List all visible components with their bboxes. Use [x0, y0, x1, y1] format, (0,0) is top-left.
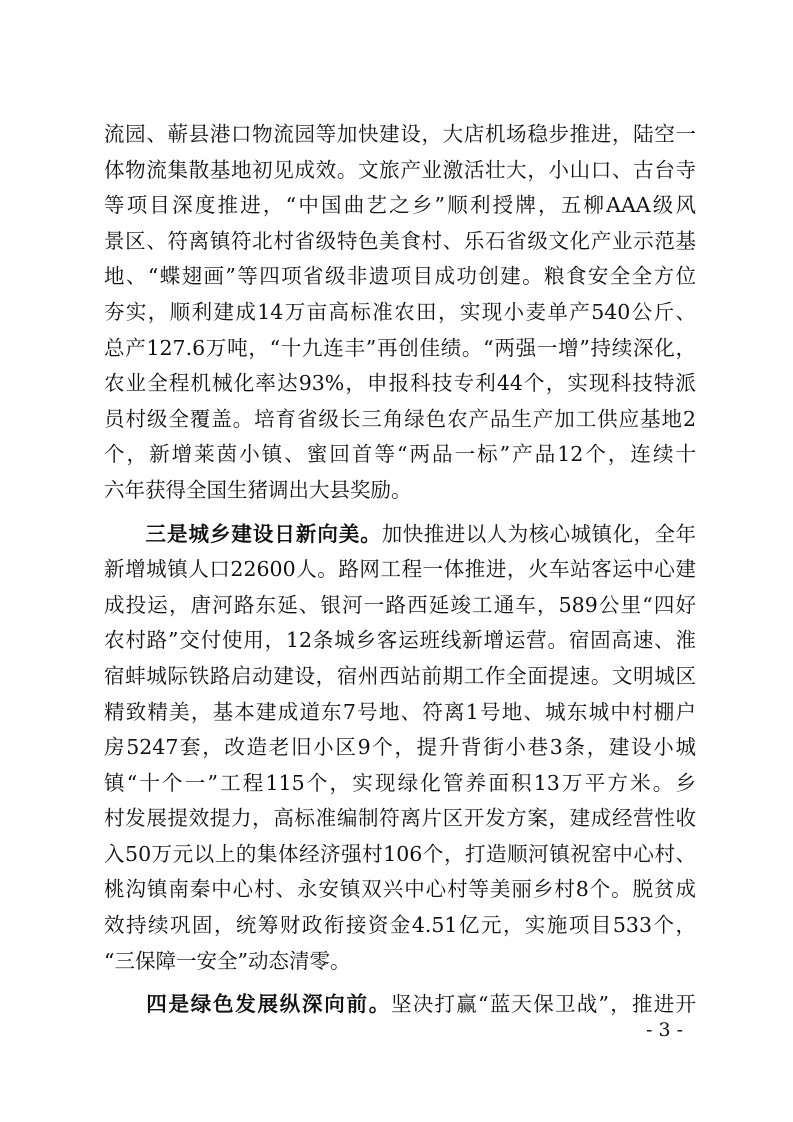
text-line: “三保障一安全”动态清零。 — [104, 948, 351, 973]
text-line: 精致精美，基本建成道东7号地、符离1号地、城东城中村棚户 — [104, 699, 696, 724]
text-line: 景区、符离镇符北村省级特色美食村、乐石省级文化产业示范基 — [104, 228, 696, 253]
page-number: - 3 - — [645, 1019, 683, 1041]
text-line: 地、“蝶翅画”等四项省级非遗项目成功创建。粮食安全全方位 — [104, 264, 696, 289]
text-line: 房5247套，改造老旧小区9个，提升背街小巷3条，建设小城 — [104, 735, 696, 760]
text-line: 成投运，唐河路东延、银河一路西延竣工通车，589公里“四好 — [104, 592, 696, 617]
text-line: 员村级全覆盖。培育省级长三角绿色农产品生产加工供应基地2 — [104, 406, 696, 431]
text-line: 新增城镇人口22600人。路网工程一体推进，火车站客运中心建 — [104, 557, 696, 582]
paragraph-industry — [104, 117, 696, 509]
text-line: 村发展提效提力，高标准编制符离片区开发方案，建成经营性收 — [104, 806, 696, 831]
text-line: 效持续巩固，统筹财政衔接资金4.51亿元，实施项目533个， — [104, 913, 696, 938]
paragraph-spacer — [104, 979, 696, 987]
text-line: 宿蚌城际铁路启动建设，宿州西站前期工作全面提速。文明城区 — [104, 663, 696, 688]
paragraph-heading: 四是绿色发展纵深向前。 — [145, 992, 392, 1017]
text-line: 入50万元以上的集体经济强村106个，打造顺河镇祝窑中心村、 — [104, 841, 696, 866]
paragraph-text: 加快推进以人为核心城镇化，全年 — [381, 521, 697, 546]
text-line: 体物流集散基地初见成效。文旅产业激活壮大，小山口、古台寺 — [104, 157, 696, 182]
text-line: 镇“十个一”工程115个，实现绿化管养面积13万平方米。乡 — [104, 770, 696, 795]
text-line: 六年获得全国生猪调出大县奖励。 — [104, 477, 412, 502]
paragraph-spacer — [104, 509, 696, 517]
paragraph-green-development — [104, 987, 696, 1023]
text-line: 总产127.6万吨，“十九连丰”再创佳绩。“两强一增”持续深化， — [104, 335, 696, 360]
text-line: 桃沟镇南秦中心村、永安镇双兴中心村等美丽乡村8个。脱贫成 — [104, 877, 696, 902]
paragraph-urban-rural — [104, 517, 696, 980]
text-line-first — [104, 517, 696, 553]
body-text — [104, 117, 696, 1023]
text-line: 等项目深度推进，“中国曲艺之乡”顺利授牌，五柳AAA级风 — [104, 193, 696, 218]
text-line-first — [104, 987, 696, 1023]
text-line: 流园、蕲县港口物流园等加快建设，大店机场稳步推进，陆空一 — [104, 122, 696, 146]
paragraph-text: 坚决打赢“蓝天保卫战”，推进开 — [391, 992, 696, 1017]
paragraph-heading: 三是城乡建设日新向美。 — [145, 521, 382, 546]
text-line: 个，新增莱茵小镇、蜜回首等“两品一标”产品12个，连续十 — [104, 442, 696, 467]
text-line: 夯实，顺利建成14万亩高标准农田，实现小麦单产540公斤、 — [104, 299, 696, 324]
text-line: 农业全程机械化率达93%，申报科技专利44个，实现科技特派 — [104, 371, 696, 396]
text-line: 农村路”交付使用，12条城乡客运班线新增运营。宿固高速、淮 — [104, 628, 696, 653]
